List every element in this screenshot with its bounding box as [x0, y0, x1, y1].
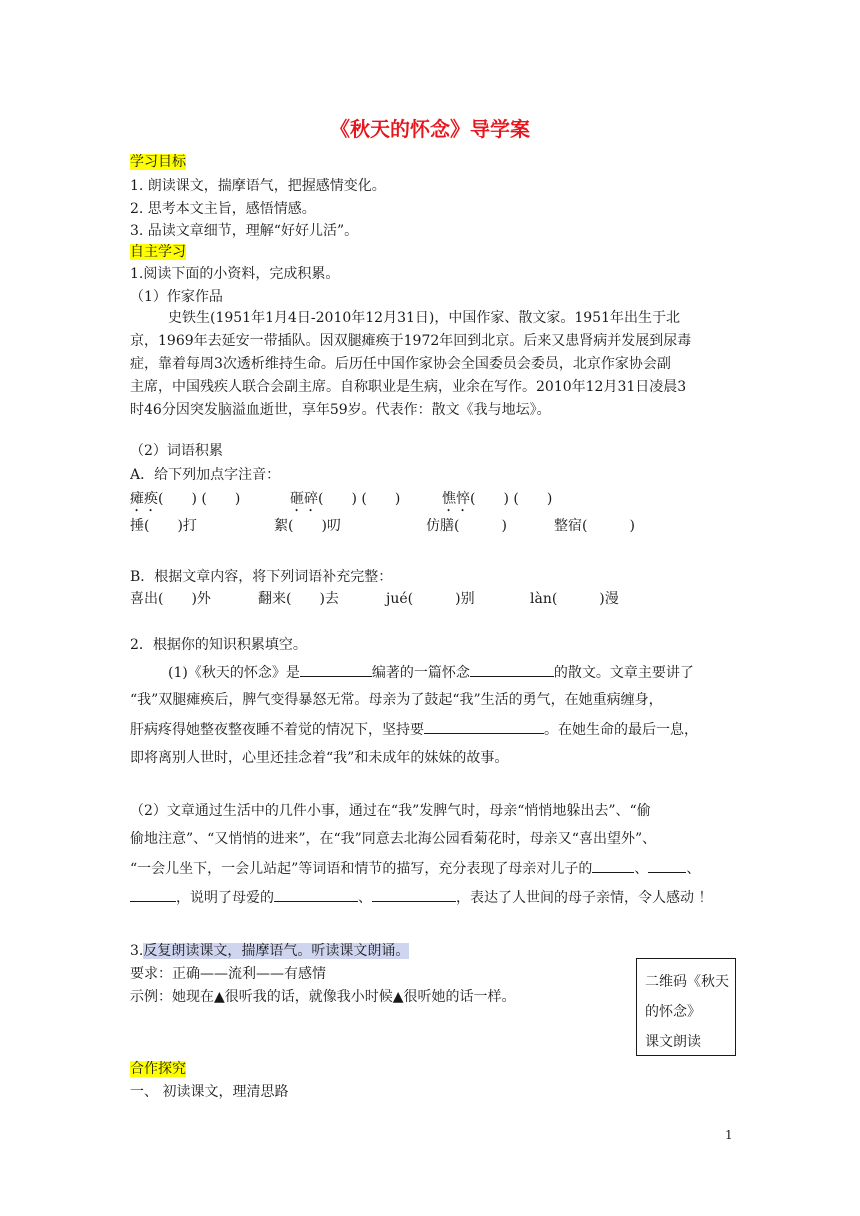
pinyin-item: 砸碎( ) ( ): [290, 491, 401, 507]
q2-p2-line-3: [130, 858, 700, 879]
cooperative-heading-text: 合作探究: [130, 1061, 186, 1077]
goal-item-3: 3. 品读文章细节，理解“好好儿活”。: [130, 223, 359, 239]
qr-label-line-2: 的怀念》: [645, 1004, 701, 1020]
q3-requirement: 要求：正确——流利——有感情: [130, 966, 326, 982]
bio-line-5: 时46分因突发脑溢血逝世，享年59岁。代表作：散文《我与地坛》。: [130, 402, 551, 418]
answer-blank[interactable]: [274, 887, 358, 902]
q3-example: 示例：她现在▲很听我的话，就像我小时候▲很听她的话一样。: [130, 989, 516, 1005]
fill-word-item: 喜出( )外: [130, 591, 211, 607]
section-heading-self-study: [130, 242, 186, 262]
q2-p1-line-1: [168, 662, 694, 683]
pinyin-item: 憔悴( ) ( ): [442, 491, 553, 507]
bio-line-1: 史铁生(1951年1月4日-2010年12月31日)，中国作家、散文家。1951年出生于北: [168, 310, 680, 326]
answer-blank[interactable]: [424, 719, 544, 734]
goal-item-1: 1. 朗读课文，揣摩语气，把握感情变化。: [130, 178, 386, 194]
fill-word-item: 翻来( )去: [258, 591, 339, 607]
answer-blank[interactable]: [130, 887, 176, 902]
goal-item-2: 2. 思考本文主旨，感悟情感。: [130, 201, 316, 217]
question-2-heading: 2．根据你的知识积累填空。: [130, 637, 307, 653]
cooperative-item-1: 一、 初读课文，理清思路: [130, 1084, 289, 1100]
answer-blank[interactable]: [648, 858, 686, 873]
self-study-heading-text: 自主学习: [130, 244, 186, 260]
goals-heading-text: 学习目标: [130, 154, 186, 170]
q2-p1-text: 。在她生命的最后一息，: [544, 722, 698, 738]
qr-code-placeholder-box: [636, 958, 736, 1056]
q2-p2-text: 、: [634, 861, 649, 877]
q2-p2-text: ，说明了母爱的: [176, 890, 274, 906]
pinyin-item: 絮( )叨: [274, 518, 341, 534]
subsection-author-works: （1）作家作品: [130, 289, 223, 305]
section-heading-goals: [130, 152, 186, 172]
document-title: 《秋天的怀念》导学案: [330, 117, 530, 141]
qr-label-line-1: 二维码《秋天: [645, 974, 729, 990]
q3-number: 3.: [130, 943, 144, 959]
q2-p2-text: “一会儿坐下，一会儿站起”等词语和情节的描写，充分表现了母亲对儿子的: [130, 861, 593, 877]
answer-blank[interactable]: [592, 858, 634, 873]
answer-blank[interactable]: [300, 662, 372, 677]
q2-p1-line-3: [130, 719, 698, 740]
question-1: 1.阅读下面的小资料，完成积累。: [130, 266, 340, 282]
q2-p1-line-4: 即将离别人世时，心里还挂念着“我”和未成年的妹妹的故事。: [130, 750, 509, 766]
part-b-instruction: B．根据文章内容，将下列词语补充完整：: [130, 569, 393, 585]
section-heading-cooperative: [130, 1059, 186, 1079]
pinyin-item: 整宿( ): [554, 518, 635, 534]
q3-heading-text: 反复朗读课文，揣摩语气。听读课文朗诵。: [143, 943, 410, 959]
q2-p2-line-2: 偷地注意”、“又悄悄的进来”，在“我”同意去北海公园看菊花时，母亲又“喜出望外”、: [130, 831, 657, 847]
q2-p2-text: 、: [686, 861, 701, 877]
pinyin-item: 仿膳( ): [426, 518, 507, 534]
fill-word-item: jué( )别: [386, 591, 475, 607]
page-number: 1: [725, 1128, 733, 1142]
q2-p2-line-4: [130, 887, 712, 908]
q2-p1-line-2: “我”双腿瘫痪后，脾气变得暴怒无常。母亲为了鼓起“我”生活的勇气，在她重病缠身，: [130, 692, 663, 708]
q2-p1-text: (1)《秋天的怀念》是: [168, 665, 300, 681]
answer-blank[interactable]: [372, 887, 456, 902]
fill-word-item: làn( )漫: [530, 591, 619, 607]
q2-p2-text: 、: [358, 890, 372, 906]
q2-p1-text: 肝病疼得她整夜整夜睡不着觉的情况下，坚持要: [130, 722, 424, 738]
pinyin-item: 捶( )打: [130, 518, 197, 534]
q2-p1-text: 编著的一篇怀念: [371, 665, 470, 681]
bio-line-4: 主席，中国残疾人联合会副主席。自称职业是生病，业余在写作。2010年12月31日凌晨3: [130, 379, 687, 395]
question-3-heading: [130, 941, 409, 961]
part-a-instruction: A．给下列加点字注音：: [130, 467, 281, 483]
bio-line-3: 症，靠着每周3次透析维持生命。后历任中国作家协会全国委员会委员，北京作家协会副: [130, 356, 671, 372]
bio-line-2: 京，1969年去延安一带插队。因双腿瘫痪于1972年回到北京。后来又患肾病并发展到尿毒: [130, 333, 692, 349]
qr-label-line-3: 课文朗读: [645, 1034, 701, 1050]
q2-p1-text: 的散文。文章主要讲了: [553, 665, 694, 681]
answer-blank[interactable]: [470, 662, 554, 677]
q2-p2-line-1: （2）文章通过生活中的几件小事，通过在“我”发脾气时，母亲“悄悄地躲出去”、“偷: [130, 803, 651, 819]
q2-p2-text: ，表达了人世间的母子亲情，令人感动 ！: [456, 890, 713, 906]
pinyin-item: 瘫痪( ) ( ): [130, 491, 241, 507]
subsection-vocabulary: （2）词语积累: [130, 443, 223, 459]
